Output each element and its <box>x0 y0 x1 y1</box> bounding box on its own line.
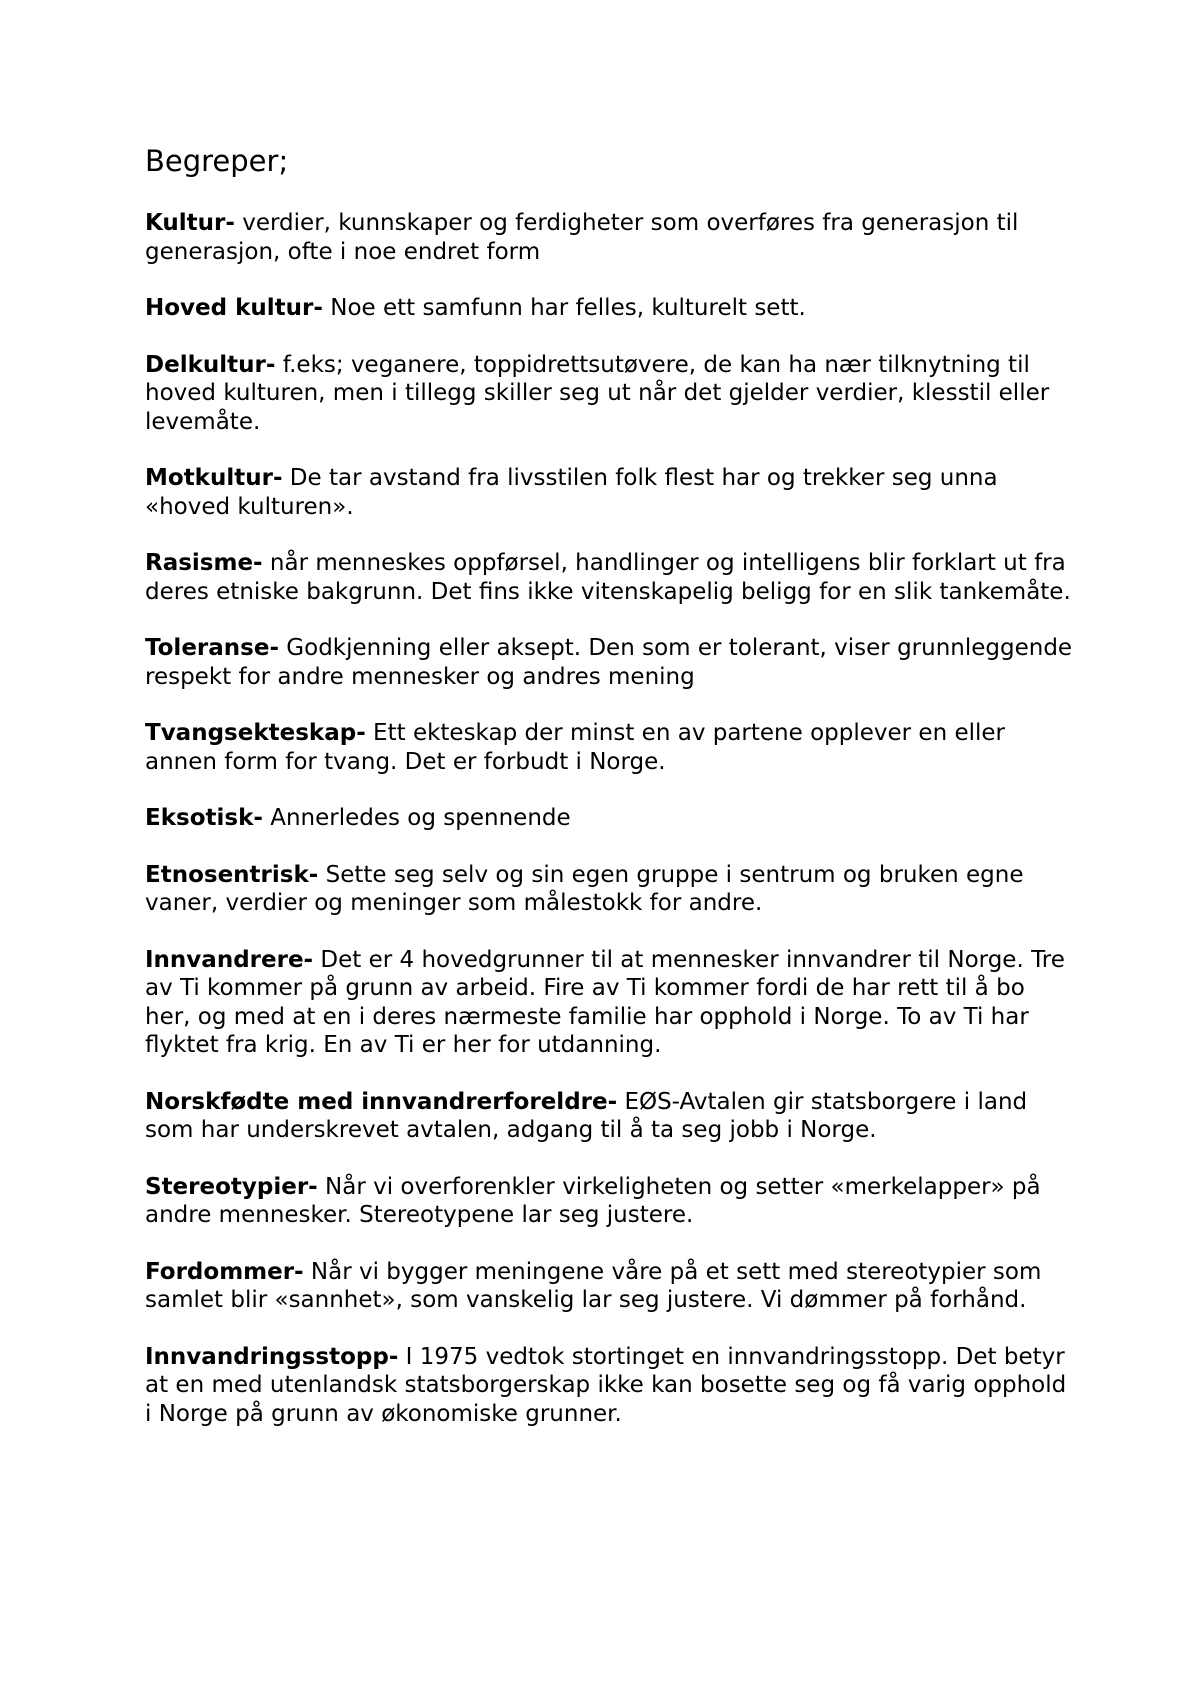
definition-entry-kultur <box>145 209 1075 266</box>
definition-text: Godkjenning eller aksept. Den som er tolerant, viser grunnleggende respekt for andre mennesker og andres mening <box>145 635 1073 690</box>
definition-entry-fordommer <box>145 1258 1075 1315</box>
term-label: Toleranse- <box>145 635 279 661</box>
definition-entry-etnosentrisk <box>145 861 1075 918</box>
definition-text: Annerledes og spennende <box>262 805 571 831</box>
definition-entry-stereotypier <box>145 1173 1075 1230</box>
term-label: Stereotypier- <box>145 1173 318 1200</box>
definition-text: EØS-Avtalen gir statsborgere i land som har underskrevet avtalen, adgang til å ta seg jobb i Norge. <box>145 1088 1028 1143</box>
definition-text: Det er 4 hovedgrunner til at mennesker innvandrer til Norge. Tre av Ti kommer på grunn av arbeid. Fire av Ti kommer fordi de har rett til å bo her, og med at en i deres nærmeste familie har opphold i Norge. To av Ti har flyktet fra krig. En av Ti er her for utdanning. <box>145 946 1065 1058</box>
term-label: Hoved kultur- <box>145 295 323 321</box>
definition-entry-tvangsekteskap <box>145 719 1075 776</box>
term-label: Norskfødte med innvandrerforeldre- <box>145 1088 618 1115</box>
definition-entry-delkultur <box>145 351 1075 437</box>
document-body <box>145 141 1075 1456</box>
term-label: Rasisme- <box>145 550 263 576</box>
definition-text: Ett ekteskap der minst en av partene opplever en eller annen form for tvang. Det er forbudt i Norge. <box>145 720 1006 775</box>
definition-entry-innvandrere <box>145 946 1075 1060</box>
definition-text: I 1975 vedtok stortinget en innvandringsstopp. Det betyr at en med utenlandsk statsborgerskap ikke kan bosette seg og få varig opphold i Norge på grunn av økonomiske grunner. <box>145 1343 1067 1427</box>
definition-entry-hoved-kultur <box>145 294 1075 323</box>
term-label: Innvandrere- <box>145 946 314 973</box>
definition-text: når menneskes oppførsel, handlinger og intelligens blir forklart ut fra deres etniske bakgrunn. Det fins ikke vitenskapelig beligg for en slik tankemåte. <box>145 550 1071 605</box>
term-label: Tvangsekteskap- <box>145 720 366 746</box>
definition-text: Noe ett samfunn har felles, kulturelt sett. <box>322 295 806 321</box>
term-label: Innvandringsstopp- <box>145 1343 399 1370</box>
term-label: Kultur- <box>145 210 235 236</box>
definition-entry-innvandringsstopp <box>145 1343 1075 1429</box>
definition-entry-rasisme <box>145 549 1075 606</box>
term-label: Etnosentrisk- <box>145 861 319 888</box>
term-label: Delkultur- <box>145 351 276 378</box>
definition-text: Sette seg selv og sin egen gruppe i sentrum og bruken egne vaner, verdier og meninger som målestokk for andre. <box>145 861 1024 916</box>
definition-text: Når vi bygger meningene våre på et sett med stereotypier som samlet blir «sannhet», som vanskelig lar seg justere. Vi dømmer på forhånd. <box>145 1258 1042 1313</box>
definition-entry-toleranse <box>145 634 1075 691</box>
definition-text: f.eks; veganere, toppidrettsutøvere, de kan ha nær tilknytning til hoved kulturen, men i tillegg skiller seg ut når det gjelder verdier, klesstil eller levemåte. <box>145 351 1050 435</box>
document-title: Begreper; <box>145 144 289 178</box>
term-label: Eksotisk- <box>145 805 263 831</box>
definition-entry-motkultur <box>145 464 1075 521</box>
definition-text: De tar avstand fra livsstilen folk flest har og trekker seg unna «hoved kulturen». <box>145 465 998 520</box>
definition-entry-eksotisk <box>145 804 1075 833</box>
definition-entry-norskfodte <box>145 1088 1075 1145</box>
definition-text: verdier, kunnskaper og ferdigheter som overføres fra generasjon til generasjon, ofte i noe endret form <box>145 210 1019 265</box>
definition-text: Når vi overforenkler virkeligheten og setter «merkelapper» på andre mennesker. Stereotypene lar seg justere. <box>145 1173 1041 1228</box>
term-label: Fordommer- <box>145 1258 304 1285</box>
term-label: Motkultur- <box>145 465 283 491</box>
